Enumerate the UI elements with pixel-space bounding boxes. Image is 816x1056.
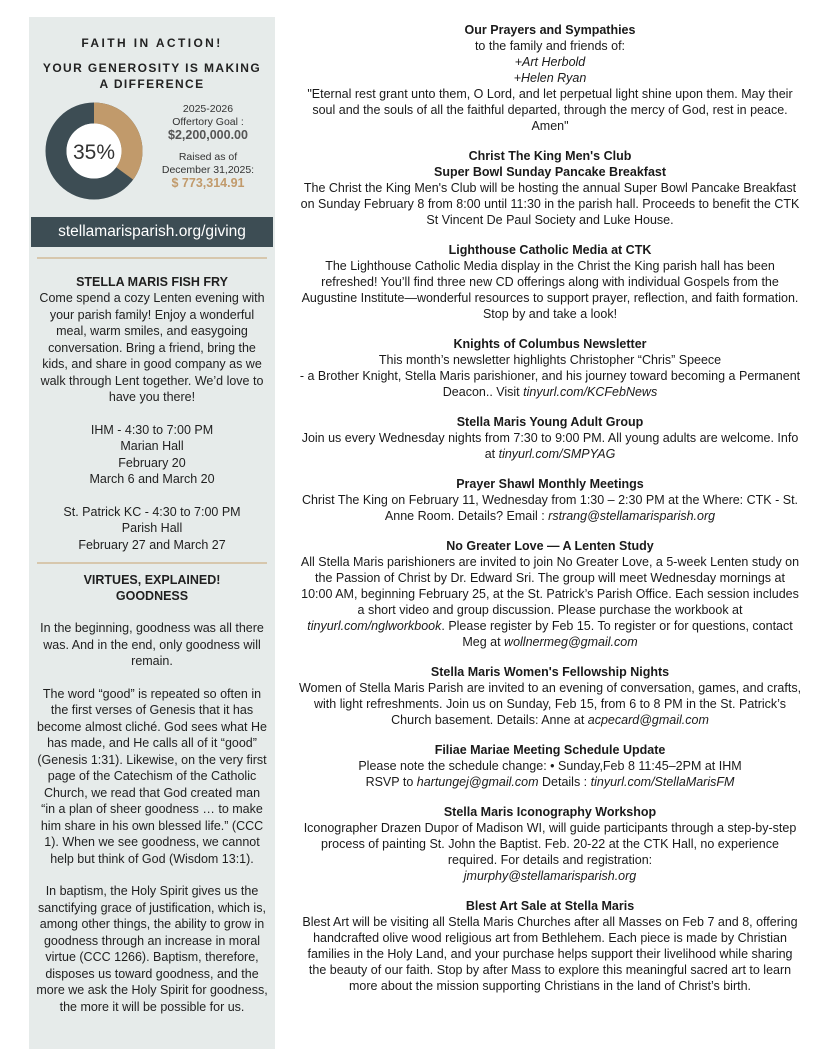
knights-body-text: - a Brother Knight, Stella Maris parishioner, and his journey toward becoming a Permanent Deacon.. Visit	[299, 369, 801, 399]
virtues-title: VIRTUES, EXPLAINED!	[83, 573, 221, 587]
ihm-time: IHM - 4:30 to 7:00 PM	[90, 422, 214, 437]
stp-dates: February 27 and March 27	[78, 537, 226, 552]
prayer-shawl-title: Prayer Shawl Monthly Meetings	[456, 477, 644, 491]
ihm-date-2: March 6 and March 20	[89, 472, 215, 486]
knights-link[interactable]: tinyurl.com/KCFebNews	[523, 385, 658, 399]
donut-percent-label: 35%	[72, 141, 116, 164]
lighthouse-body: The Lighthouse Catholic Media display in the Christ the King parish hall has been refreshed! You’ll find three new CD offerings along with individual Gospels from the Augustine Institute—wonderful resources to support prayer, reflection, and faith formation. Stop by and take a look!	[301, 259, 799, 321]
filiae-title: Filiae Mariae Meeting Schedule Update	[434, 743, 666, 757]
filiae-details: Details :	[538, 775, 591, 789]
goal-text	[153, 103, 263, 190]
virtues-section	[36, 572, 268, 1015]
filiae-link[interactable]: tinyurl.com/StellaMarisFM	[590, 775, 735, 789]
ihm-location: Marian Hall	[120, 439, 184, 453]
womens-email[interactable]: acpecard@gmail.com	[587, 713, 709, 727]
young-adult-article	[298, 414, 802, 462]
blest-art-title: Blest Art Sale at Stella Maris	[465, 899, 635, 913]
lighthouse-title: Lighthouse Catholic Media at CTK	[448, 243, 652, 257]
goal-label-year: 2025-2026	[182, 103, 234, 115]
no-greater-love-body	[298, 554, 802, 650]
mens-club-article	[298, 148, 802, 228]
lighthouse-article	[298, 242, 802, 322]
knights-title: Knights of Columbus Newsletter	[453, 337, 647, 351]
raised-label: Raised as of	[178, 151, 238, 163]
filiae-body-1: Please note the schedule change: • Sunday,Feb 8 11:45–2PM at IHM	[358, 759, 742, 773]
stp-location: Parish Hall	[121, 521, 183, 535]
mens-club-title: Christ The King Men's Club	[468, 149, 632, 163]
goal-label: Offertory Goal :	[172, 116, 244, 128]
womens-fellowship-article	[298, 664, 802, 728]
young-adult-link[interactable]: tinyurl.com/SMPYAG	[498, 447, 616, 461]
prayers-name-2: +Helen Ryan	[513, 71, 587, 85]
virtues-paragraph-3: In baptism, the Holy Spirit gives us the sanctifying grace of justification, which is, among other things, the ability to grow in goodness through an increase in moral virtue (CCC 1266). Baptism, therefore, disposes us toward goodness, and the more we ask the Holy Spirit for goodness, the more it will be possible for us.	[36, 884, 268, 1014]
offertory-progress-donut	[44, 101, 144, 201]
blest-art-article	[298, 898, 802, 994]
prayer-shawl-text: Christ The King on February 11, Wednesday from 1:30 – 2:30 PM at the Where: CTK - St. Anne Room. Details? Email :	[301, 493, 799, 523]
ihm-date-1: February 20	[118, 455, 186, 470]
knights-article	[298, 336, 802, 400]
divider	[37, 257, 267, 259]
raised-amount: $ 773,314.91	[171, 176, 245, 190]
womens-body	[298, 680, 802, 728]
raised-date-label: December 31,2025:	[161, 164, 255, 176]
no-greater-love-article	[298, 538, 802, 650]
womens-text: Women of Stella Maris Parish are invited to an evening of conversation, games, and crafts, with light refreshments. Join us on Sunday, Feb 15, from 6 to 8 PM in the St. Patrick’s Church basement. Details: Anne at	[298, 681, 802, 727]
mens-club-subtitle: Super Bowl Sunday Pancake Breakfast	[433, 165, 667, 179]
ngl-email[interactable]: wollnermeg@gmail.com	[504, 635, 638, 649]
ngl-workbook-link[interactable]: tinyurl.com/nglworkbook	[307, 619, 442, 633]
goal-amount: $2,200,000.00	[168, 128, 248, 142]
giving-link[interactable]: stellamarisparish.org/giving	[31, 217, 273, 247]
virtues-paragraph-2: The word “good” is repeated so often in the first verses of Genesis that it has become almost cliché. God sees what He has made, and He calls all of it “good” (Genesis 1:31). Likewise, on the very first page of the Catechism of the Catholic Church, we read that God created man “in a plan of sheer goodness … to make him share in his own blessed life.” (CCC 1). When we see goodness, we cannot help but think of God (Wisdom 13:1).	[37, 686, 267, 866]
divider	[37, 562, 267, 564]
iconography-email[interactable]: jmurphy@stellamarisparish.org	[463, 869, 637, 883]
fish-fry-ihm-schedule	[36, 422, 268, 488]
fish-fry-section	[36, 274, 268, 553]
main-column	[298, 22, 802, 1008]
fish-fry-title: STELLA MARIS FISH FRY	[76, 275, 228, 289]
prayer-shawl-body	[298, 492, 802, 524]
womens-title: Stella Maris Women's Fellowship Nights	[430, 665, 670, 679]
iconography-title: Stella Maris Iconography Workshop	[443, 805, 657, 819]
virtues-subtitle: GOODNESS	[115, 589, 189, 603]
virtues-paragraph-1: In the beginning, goodness was all there was. And in the end, only goodness will remain.	[40, 621, 264, 668]
knights-body-2	[298, 368, 802, 400]
mens-club-body: The Christ the King Men's Club will be hosting the annual Super Bowl Pancake Breakfast on Sunday February 8 from 8:00 until 11:30 in the parish hall. Proceeds to benefit the CTK St Vincent De Paul Society and Luke House.	[300, 181, 800, 227]
prayers-article	[298, 22, 802, 134]
filiae-mariae-article	[298, 742, 802, 790]
young-adult-body	[298, 430, 802, 462]
filiae-rsvp: RSVP to	[365, 775, 417, 789]
faith-in-action-subtitle: YOUR GENEROSITY IS MAKING A DIFFERENCE	[42, 61, 262, 91]
faith-in-action-title: FAITH IN ACTION!	[81, 36, 223, 50]
ngl-text-2: . Please register by Feb 15. To register or for questions, contact Meg at	[441, 619, 793, 649]
prayers-title: Our Prayers and Sympathies	[464, 23, 636, 37]
fish-fry-body: Come spend a cozy Lenten evening with your parish family! Enjoy a wonderful meal, warm smiles, and easygoing conversation. Bring a friend, bring the kids, and share in good company as we walk through Lent together. We’d love to have you there!	[39, 291, 265, 404]
prayer-shawl-email[interactable]: rstrang@stellamarisparish.org	[548, 509, 716, 523]
iconography-article	[298, 804, 802, 884]
sidebar	[29, 17, 275, 1049]
filiae-body-2	[298, 774, 802, 790]
young-adult-text: Join us every Wednesday nights from 7:30 to 9:00 PM. All young adults are welcome. Info at	[301, 431, 799, 461]
prayers-line: to the family and friends of:	[474, 39, 626, 53]
offertory-goal-panel	[29, 99, 275, 209]
prayers-body: "Eternal rest grant unto them, O Lord, and let perpetual light shine upon them. May their soul and the souls of all the faithful departed, through the mercy of God, rest in peace. Amen"	[307, 87, 793, 133]
knights-body-1: This month’s newsletter highlights Christopher “Chris” Speece	[378, 353, 722, 367]
young-adult-title: Stella Maris Young Adult Group	[456, 415, 644, 429]
filiae-email[interactable]: hartungej@gmail.com	[416, 775, 539, 789]
ngl-text-1: All Stella Maris parishioners are invited to join No Greater Love, a 5-week Lenten study on the Passion of Christ by Dr. Edward Sri. The group will meet Wednesday mornings at 10:00 AM, beginning February 25, at the St. Patrick’s Parish Office. Each session includes a short video and group discussion. Please purchase the workbook at	[300, 555, 800, 617]
no-greater-love-title: No Greater Love — A Lenten Study	[446, 539, 654, 553]
prayers-name-1: +Art Herbold	[514, 55, 586, 69]
blest-art-body: Blest Art will be visiting all Stella Maris Churches after all Masses on Feb 7 and 8, offering handcrafted olive wood religious art from Bethlehem. Each piece is made by Christian families in the Holy Land, and your purchase helps support their livelihood while sharing the beauty of our faith. Stop by after Mass to explore this meaningful sacred art to learn more about the mission supporting Christians in the land of Christ’s birth.	[302, 915, 798, 993]
iconography-body: Iconographer Drazen Dupor of Madison WI, will guide participants through a step-by-step process of painting St. John the Baptist. Feb. 20-22 at the CTK Hall, no experience required. For details and registration:	[303, 821, 797, 867]
stp-time: St. Patrick KC - 4:30 to 7:00 PM	[63, 504, 241, 519]
fish-fry-st-patrick-schedule	[36, 504, 268, 554]
prayer-shawl-article	[298, 476, 802, 524]
